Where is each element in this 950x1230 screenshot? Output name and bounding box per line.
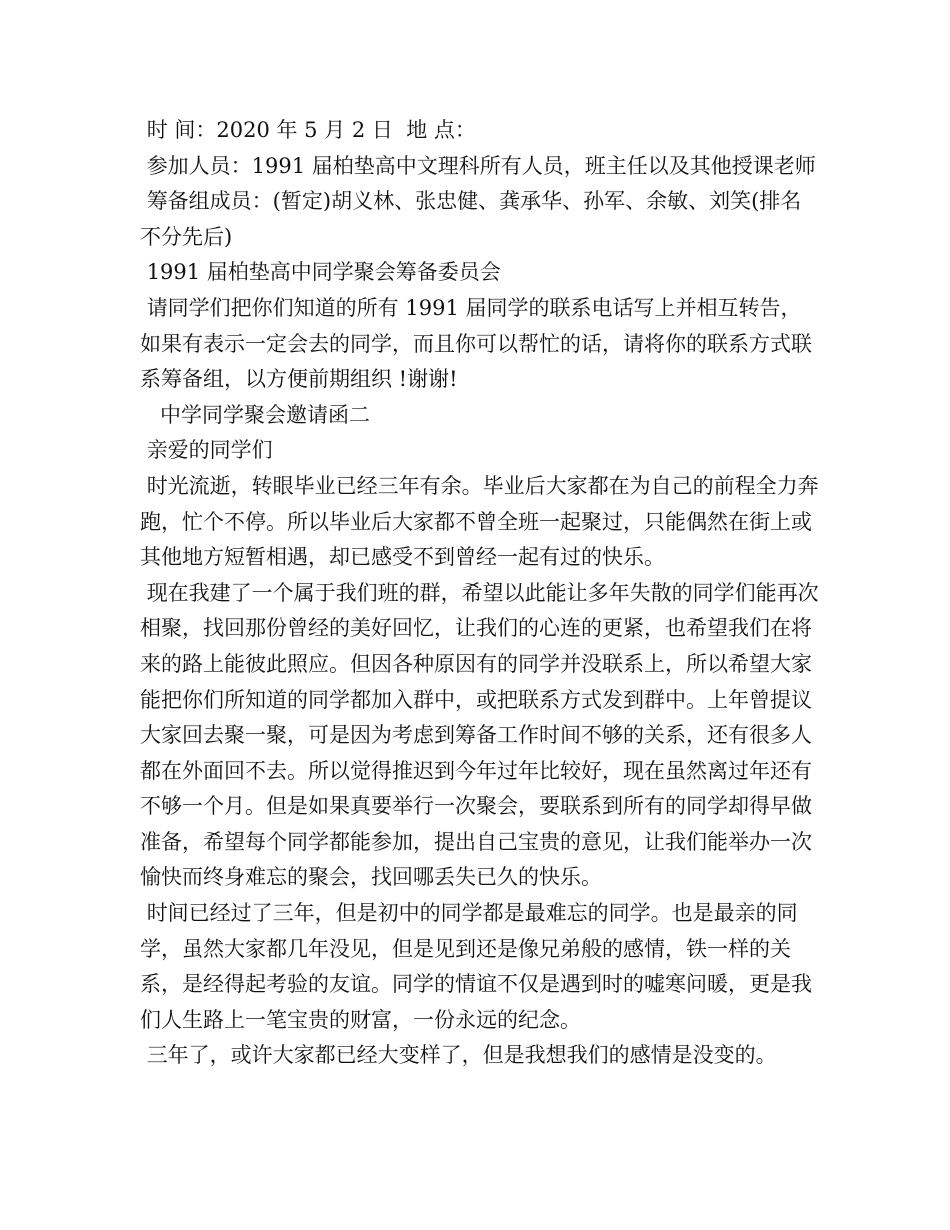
organizing-members: 筹备组成员：(暂定)胡义林、张忠健、龚承华、孙军、余敏、刘笑(排名不分先后) — [140, 189, 802, 249]
document-page — [140, 113, 820, 1074]
body-paragraph: 现在我建了一个属于我们班的群，希望以此能让多年失散的同学们能再次相聚，找回那份曾经的美好回忆，让我们的心连的更紧，也希望我们在将来的路上能彼此照应。但因各种原因有的同学并没联系上，所以希望大家能把你们所知道的同学都加入群中，或把联系方式发到群中。上年曾提议大家回去聚一聚，可是因为考虑到筹备工作时间不够的关系，还有很多人都在外面回不去。所以觉得推迟到今年过年比较好，现在虽然离过年还有不够一个月。但是如果真要举行一次聚会，要联系到所有的同学却得早做准备，希望每个同学都能参加，提出自己宝贵的意见，让我们能举办一次愉快而终身难忘的聚会，找回哪丢失已久的快乐。 — [140, 580, 819, 890]
invitation-heading: 中学同学聚会邀请函二 — [140, 402, 371, 427]
meeting-time-place: 时 间：2020 年 5 月 2 日 地 点： — [140, 118, 476, 142]
committee-name: 1991 届柏垫高中同学聚会筹备委员会 — [140, 260, 501, 285]
contact-request: 请同学们把你们知道的所有 1991 届同学的联系电话写上并相互转告，如果有表示一定会去的同学，而且你可以帮忙的话，请将你的联系方式联系筹备组，以方便前期组织 !谢谢! — [140, 295, 812, 392]
participants: 参加人员：1991 届柏垫高中文理科所有人员，班主任以及其他授课老师 — [140, 153, 816, 178]
body-paragraph: 时间已经过了三年，但是初中的同学都是最难忘的同学。也是最亲的同学，虽然大家都几年没见，但是见到还是像兄弟般的感情，铁一样的关系，是经得起考验的友谊。同学的情谊不仅是遇到时的嘘寒问暖，更是我们人生路上一笔宝贵的财富，一份永远的纪念。 — [140, 901, 812, 1032]
salutation: 亲爱的同学们 — [140, 438, 273, 463]
body-paragraph: 时光流逝，转眼毕业已经三年有余。毕业后大家都在为自己的前程全力奔跑，忙个不停。所以毕业后大家都不曾全班一起聚过，只能偶然在街上或其他地方短暂相遇，却已感受不到曾经一起有过的快乐。 — [140, 473, 819, 570]
body-paragraph: 三年了，或许大家都已经大变样了，但是我想我们的感情是没变的。 — [140, 1043, 777, 1068]
